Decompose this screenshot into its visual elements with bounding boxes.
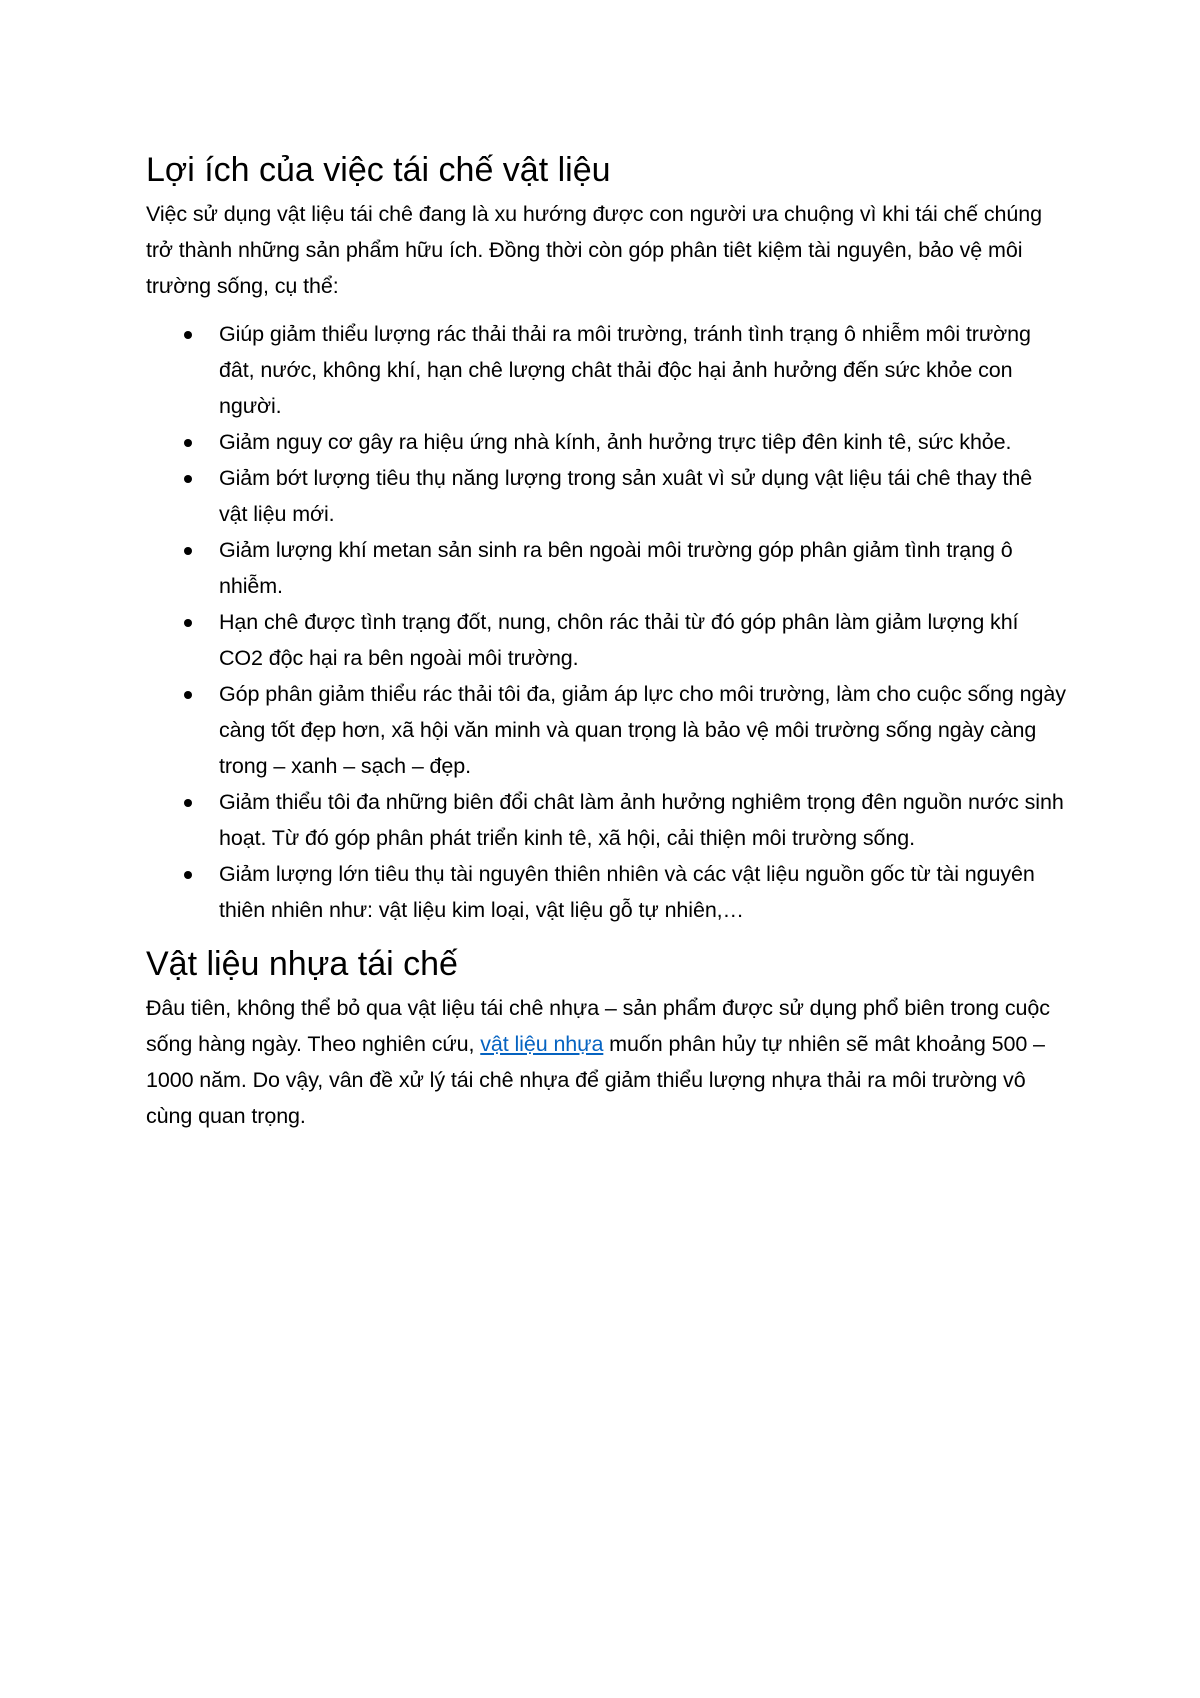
document-page [146,150,1066,1134]
list-item-text: Giảm lượng lớn tiêu thụ tài nguyên thiên nhiên và các vật liệu nguồn gốc từ tài nguyên thiên nhiên như: vật liệu kim loại, vật liệu gỗ tự nhiên,… [219,862,1035,922]
plastic-paragraph [146,990,1066,1134]
bullet-icon [184,619,192,627]
list-item [146,424,1066,460]
plastic-material-link[interactable]: vật liệu nhựa [480,1032,604,1056]
bullet-icon [184,691,192,699]
section-heading-benefits: Lợi ích của việc tái chế vật liệu [146,151,611,189]
list-item [146,856,1066,928]
list-item-text: Giảm thiểu tôi đa những biên đổi chât làm ảnh hưởng nghiêm trọng đên nguồn nước sinh hoạt. Từ đó góp phân phát triển kinh tê, xã hội, cải thiện môi trường sống. [219,790,1064,850]
list-item [146,676,1066,784]
list-item-text: Giảm nguy cơ gây ra hiệu ứng nhà kính, ảnh hưởng trực tiêp đên kinh tê, sức khỏe. [219,430,1012,454]
bullet-icon [184,439,192,447]
bullet-icon [184,331,192,339]
list-item [146,604,1066,676]
list-item-text: Hạn chê được tình trạng đốt, nung, chôn rác thải từ đó góp phân làm giảm lượng khí CO2 độc hại ra bên ngoài môi trường. [219,610,1019,670]
plastic-text-after-link: muốn phân hủy tự nhiên sẽ mât khoảng 500 – 1000 năm. Do vậy, vân đề xử lý tái chê nhựa để giảm thiểu lượng nhựa thải ra môi trường vô cùng quan trọng. [146,1032,1045,1128]
bullet-icon [184,547,192,555]
list-item [146,316,1066,424]
plastic-text-before-link: Đâu tiên, không thể bỏ qua vật liệu tái chê nhựa – sản phẩm được sử dụng phổ biên trong cuộc sống hàng ngày. Theo nghiên cứu, [146,996,1050,1056]
list-item-text: Giảm lượng khí metan sản sinh ra bên ngoài môi trường góp phân giảm tình trạng ô nhiễm. [219,538,1013,598]
list-item [146,532,1066,604]
bullet-icon [184,475,192,483]
bullet-icon [184,799,192,807]
list-item-text: Góp phân giảm thiểu rác thải tôi đa, giảm áp lực cho môi trường, làm cho cuộc sống ngày càng tốt đẹp hơn, xã hội văn minh và quan trọng là bảo vệ môi trường sống ngày càng trong – xanh – sạch – đẹp. [219,682,1066,778]
list-item [146,784,1066,856]
list-item [146,460,1066,532]
benefits-list [146,316,1066,928]
list-item-text: Giúp giảm thiểu lượng rác thải thải ra môi trường, tránh tình trạng ô nhiễm môi trường đât, nước, không khí, hạn chê lượng chât thải độc hại ảnh hưởng đến sức khỏe con người. [219,322,1031,418]
list-item-text: Giảm bớt lượng tiêu thụ năng lượng trong sản xuât vì sử dụng vật liệu tái chê thay thê vật liệu mới. [219,466,1033,526]
bullet-icon [184,871,192,879]
section-heading-plastic: Vật liệu nhựa tái chế [146,945,458,983]
intro-paragraph: Việc sử dụng vật liệu tái chê đang là xu hướng được con người ưa chuộng vì khi tái chế chúng trở thành những sản phẩm hữu ích. Đồng thời còn góp phân tiêt kiệm tài nguyên, bảo vệ môi trường sống, cụ thể: [146,202,1042,298]
